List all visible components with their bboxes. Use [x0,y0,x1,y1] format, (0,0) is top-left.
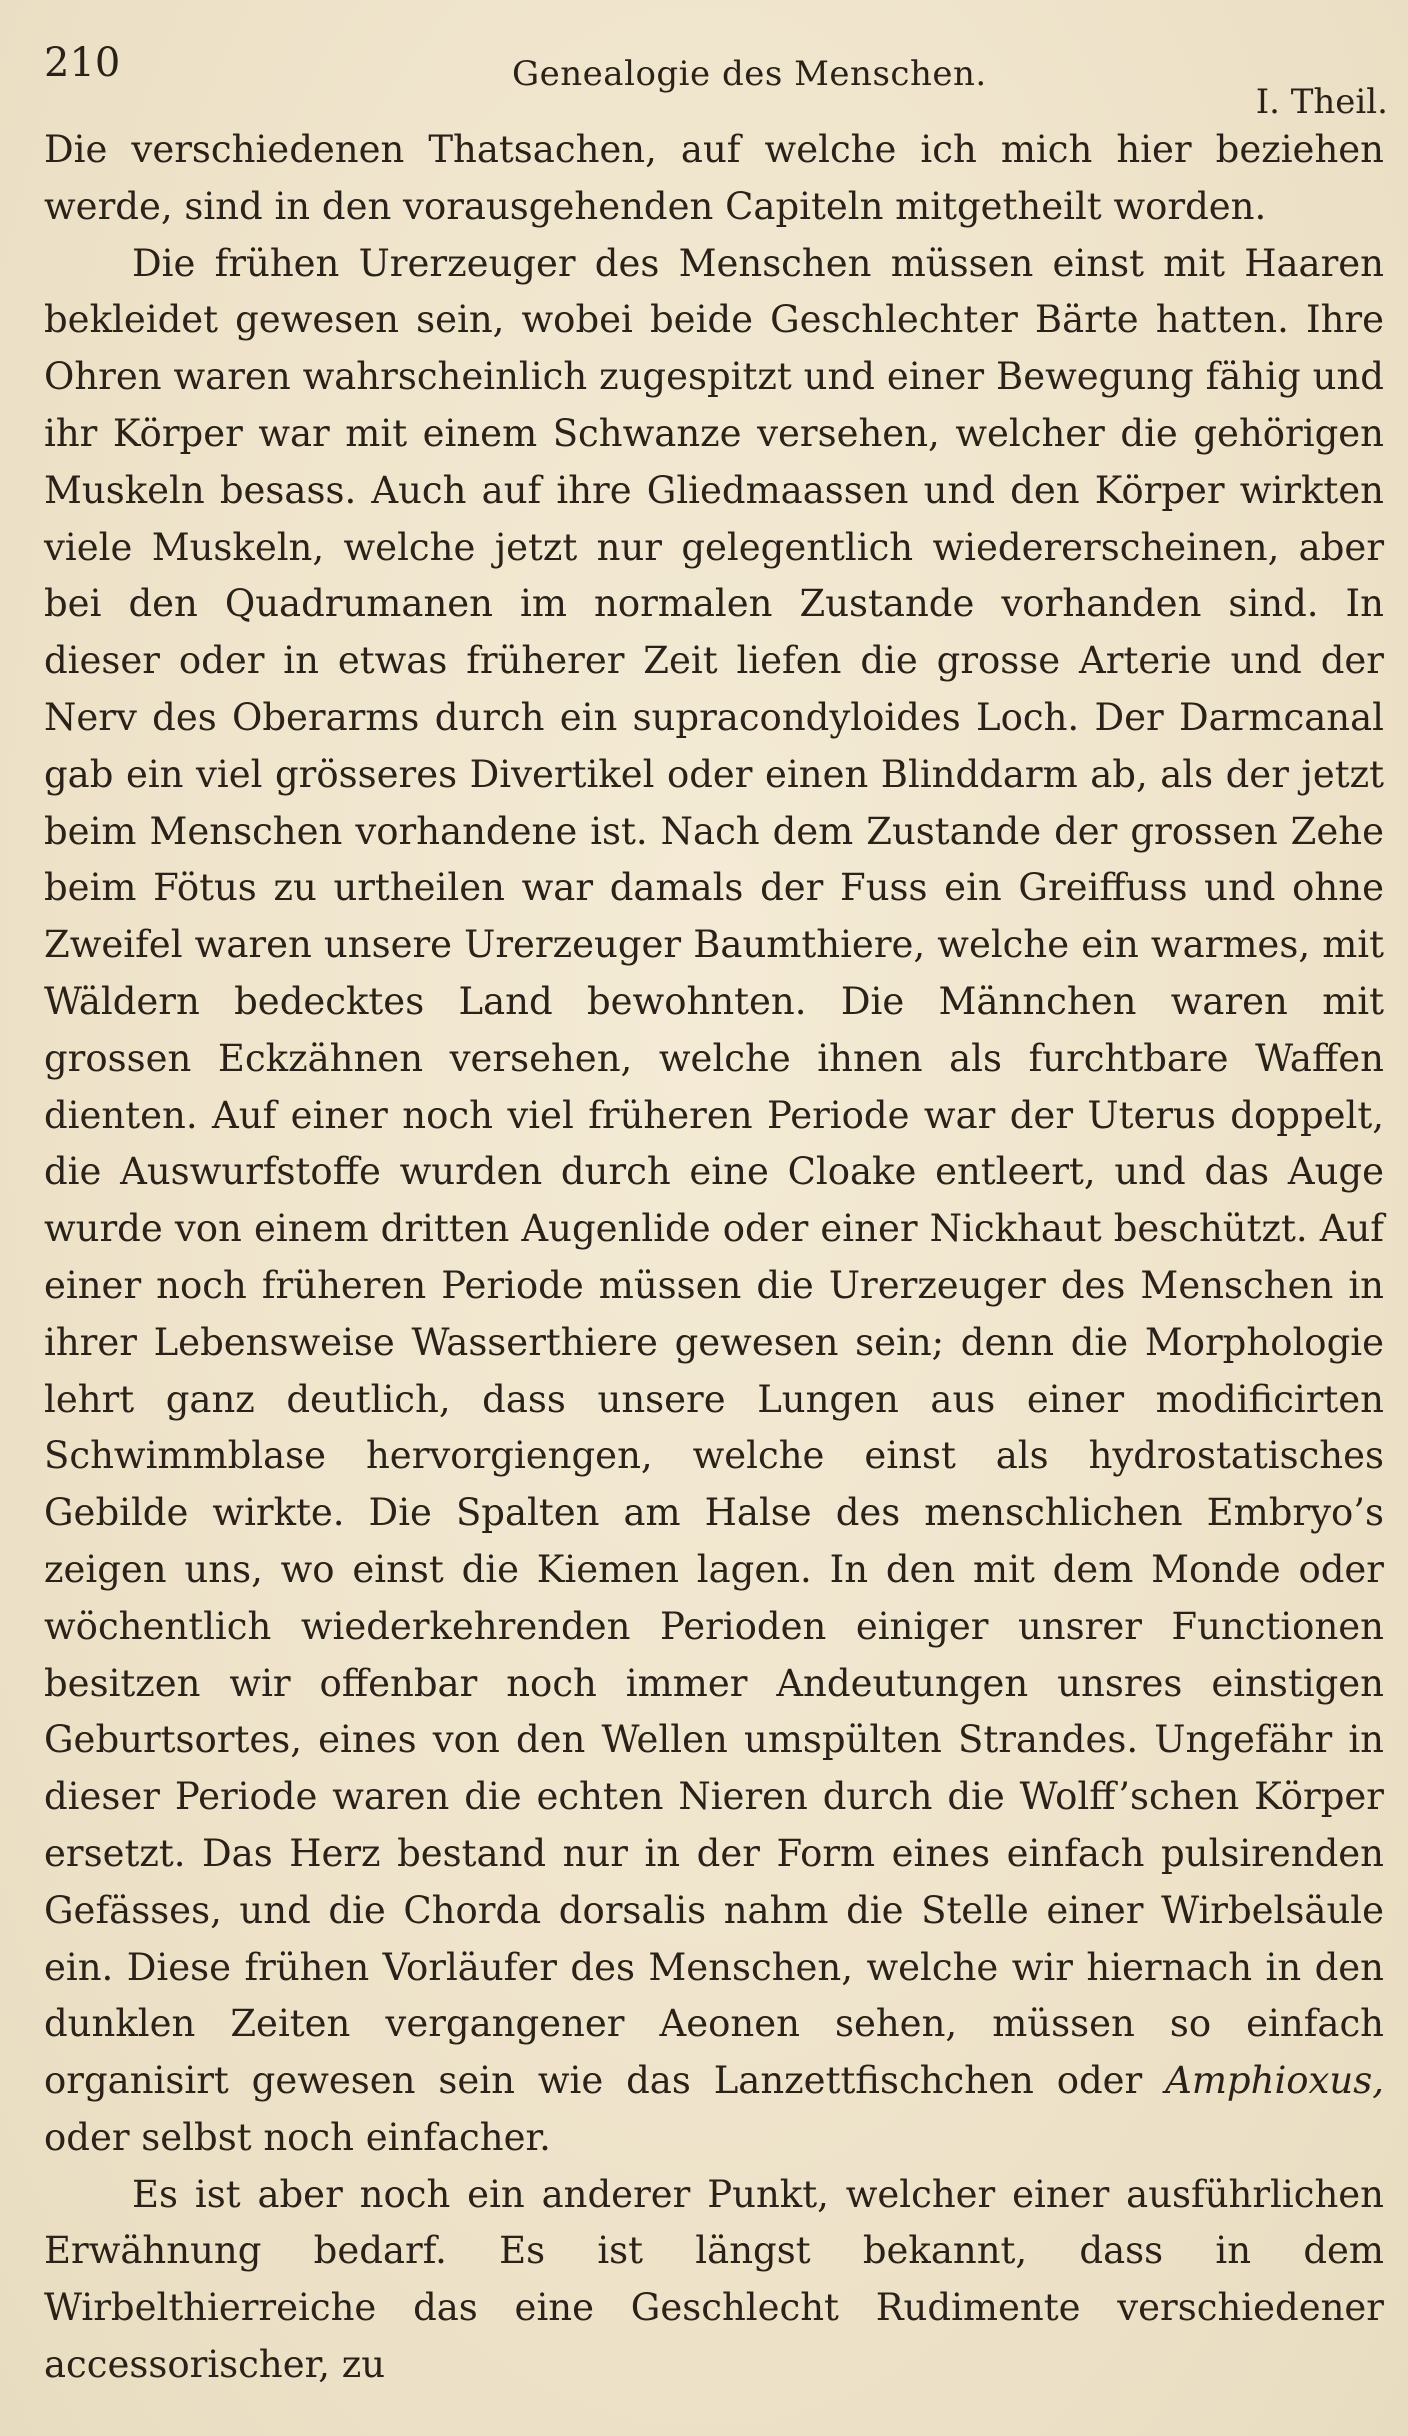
body-text [44,122,1384,2394]
paragraph-1: Die verschiedenen Thatsachen, auf welche ich mich hier beziehen werde, sind in den vorausgehenden Capiteln mitgetheilt worden. [44,128,1384,228]
part-label: I. Theil. [1255,82,1388,122]
paragraph-2-italic-term: Amphioxus, [1165,2059,1384,2103]
paragraph-2 [44,236,1384,2167]
page-number: 210 [44,40,121,86]
paragraph-2-text: Die frühen Urerzeuger des Menschen müssen einst mit Haaren bekleidet gewesen sein, wobei beide Geschlechter Bärte hatten. Ihre Ohren waren wahrscheinlich zugespitzt und einer Bewegung fähig und ihr Körper war mit einem Schwanze versehen, welcher die gehörigen Muskeln besass. Auch auf ihre Gliedmaassen und den Körper wirkten viele Muskeln, welche jetzt nur gelegentlich wiedererscheinen, aber bei den Quadrumanen im normalen Zustande vorhanden sind. In dieser oder in etwas früherer Zeit liefen die grosse Arterie und der Nerv des Oberarms durch ein supracondyloides Loch. Der Darmcanal gab ein viel grösseres Divertikel oder einen Blinddarm ab, als der jetzt beim Menschen vorhandene ist. Nach dem Zustande der grossen Zehe beim Fötus zu urtheilen war damals der Fuss ein Greiffuss und ohne Zweifel waren unsere Urerzeuger Baumthiere, welche ein warmes, mit Wäldern bedecktes Land bewohnten. Die Männchen waren mit grossen Eckzähnen versehen, welche ihnen als furchtbare Waffen dienten. Auf einer noch viel früheren Periode war der Uterus doppelt, die Auswurfstoffe wurden durch eine Cloake entleert, und das Auge wurde von einem dritten Augenlide oder einer Nickhaut beschützt. Auf einer noch früheren Periode müssen die Urerzeuger des Menschen in ihrer Lebensweise Wasserthiere gewesen sein; denn die Morphologie lehrt ganz deutlich, dass unsere Lungen aus einer modificirten Schwimmblase hervorgiengen, welche einst als hydrostatisches Gebilde wirkte. Die Spalten am Halse des menschlichen Embryo’s zeigen uns, wo einst die Kiemen lagen. In den mit dem Monde oder wöchentlich wiederkehrenden Perioden einiger unsrer Functionen besitzen wir offenbar noch immer Andeutungen unsres einstigen Geburtsortes, eines von den Wellen umspülten Strandes. Ungefähr in dieser Periode waren die echten Nieren durch die Wolff’schen Körper ersetzt. Das Herz bestand nur in der Form eines einfach pulsirenden Gefässes, und die Chorda dorsalis nahm die Stelle einer Wirbelsäule ein. Diese frühen Vorläufer des Menschen, welche wir hiernach in den dunklen Zeiten vergangener Aeonen sehen, müssen so einfach organisirt gewesen sein wie das Lanzettfischchen oder [44,241,1384,2103]
running-head [44,30,1388,122]
paragraph-3: Es ist aber noch ein anderer Punkt, welcher einer ausführlichen Erwähnung bedarf. Es ist längst bekannt, dass in dem Wirbelthierreiche das eine Geschlecht Rudimente verschiedener accessorischer, zu [44,2172,1384,2387]
paragraph-2-text-end: oder selbst noch einfacher. [44,2115,551,2159]
running-title: Genealogie des Menschen. [512,54,987,94]
